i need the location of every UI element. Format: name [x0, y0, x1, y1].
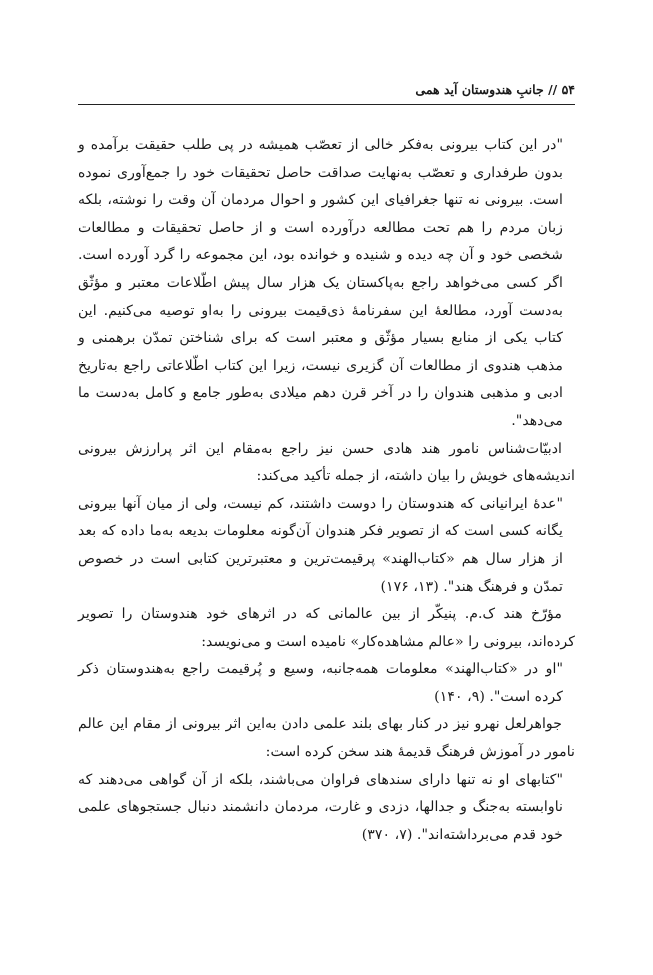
body-paragraph: جواهرلعل نهرو نیز در کنار بهای بلند علمی دادن به‌این اثر بیرونی از مقام این عالم نامور در آموزش فرهنگ قدیمهٔ هند سخن کرده است:	[78, 716, 575, 761]
header-text	[415, 82, 575, 97]
quote-paragraph: "کتابهای او نه تنها دارای سندهای فراوان می‌باشند، بلکه از آن گواهی می‌دهند که ناوابسته به‌جنگ و جدالها، دزدی و غارت، مردمان دانشمند دنبال جستجوهای علمی خود قدم می‌برداشته‌اند". (۷، ۳۷۰)	[78, 771, 563, 843]
running-title: جانبِ هندوستان آید همی	[415, 82, 544, 97]
running-header	[78, 82, 575, 105]
body-paragraph: مؤرّخ هند ک.م. پنیکّر از بین عالمانی که در اثرهای خود هندوستان را تصویر کرده‌اند، بیرونی را «عالم مشاهده‌کار» نامیده است و می‌نویسد:	[78, 606, 575, 650]
page-number: ۵۴	[561, 82, 575, 97]
quote-paragraph: "او در «کتاب‌الهند» معلومات همه‌جانبه، وسیع و پُرقیمت راجع به‌هندوستان ذکر کرده است". (۹، ۱۴۰)	[78, 661, 563, 705]
quote-paragraph: "در این کتاب بیرونی به‌فکر خالی از تعصّب همیشه در پی طلب حقیقت برآمده و بدون طرفداری و تعصّب به‌نهایت صداقت حاصل تحقیقات خود را جمع‌آوری نموده است. بیرونی نه تنها جغرافیای این کشور و احوال مردمان آن وقت را نوشته، بلکه زبان مردم را هم تحت مطالعه درآورده است و از حاصل تحقیقات و مطالعات شخصی خود و آن چه دیده و شنیده و خوانده بود، این مجموعه را گرد آورده است. اگر کسی می‌خواهد راجع به‌پاکستان یک هزار سال پیش اطّلاعات معتبر و مؤثّق به‌دست آورد، مطالعهٔ این سفرنامهٔ ذی‌قیمت بیرونی را به‌او توصیه می‌کنیم. این کتاب یکی از منابع بسیار مؤثّق و معتبر است که برای شناختن تمدّن برهمنی و مذهب هندوی از مطالعات آن گزیری نیست، زیرا این کتاب اطّلاعاتی راجع به‌تاریخ ادبی و مذهبی هندوان را در آخر قرن دهم میلادی به‌طور جامع و کامل به‌دست ما می‌دهد".	[78, 137, 563, 429]
body-paragraph: ادبیّات‌شناس نامور هند هادی حسن نیز راجع به‌مقام این اثر پرارزش بیرونی اندیشه‌های خویش را بیان داشته، از جمله تأکید می‌کند:	[78, 440, 575, 485]
quote-paragraph: "عدهٔ ایرانیانی که هندوستان را دوست داشتند، کم نیست، ولی از میان آنها بیرونی یگانه کسی است که از تصویر فکر هندوان آن‌گونه معلومات بدیعه به‌ما داده که بعد از هزار سال هم «کتاب‌الهند» پرقیمت‌ترین و معتبرترین کتابی است در خصوص تمدّن و فرهنگ هند". (۱۳، ۱۷۶)	[78, 495, 563, 595]
page-body	[78, 132, 575, 849]
header-separator: //	[548, 82, 558, 97]
